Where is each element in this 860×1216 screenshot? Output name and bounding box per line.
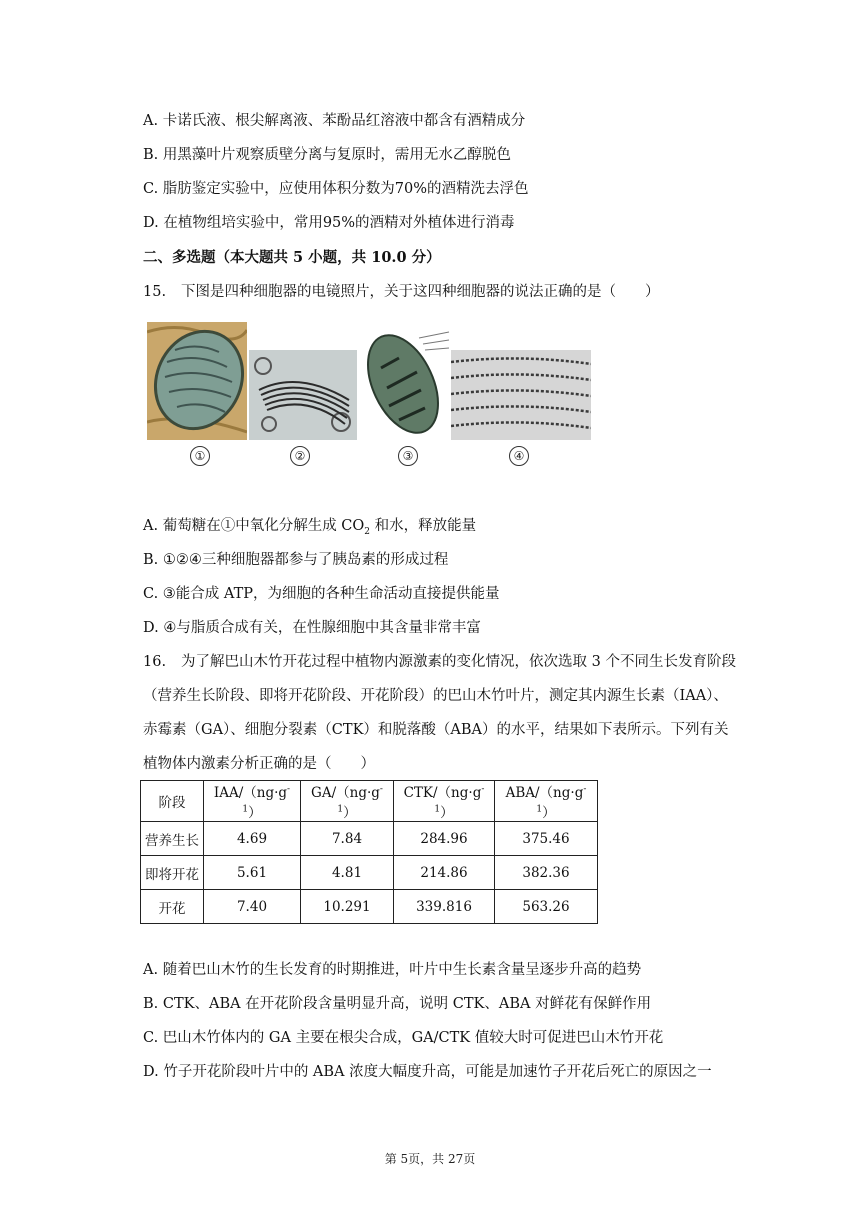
header-iaa-text: IAA/（ng·g [213, 785, 288, 801]
table-cell: 214.86 [394, 856, 495, 890]
table-cell: 382.36 [495, 856, 598, 890]
header-ga-text: GA/（ng·g [311, 785, 380, 801]
header-ctk-sup: -1 [434, 784, 485, 815]
table-cell: 7.40 [204, 890, 301, 924]
q16-stem-line-3: 赤霉素（GA）、细胞分裂素（CTK）和脱落酸（ABA）的水平，结果如下表所示。下列有关 [143, 722, 729, 738]
header-iaa-close: ） [248, 805, 262, 821]
table-header-ctk [394, 781, 495, 822]
table-cell: 7.84 [301, 822, 394, 856]
chloroplast-micrograph [359, 328, 451, 440]
q15-option-a-subscript: 2 [364, 526, 371, 537]
table-header-aba [495, 781, 598, 822]
header-aba-close: ） [542, 805, 556, 821]
table-row [141, 856, 598, 890]
prev-option-d: D. 在植物组培实验中，常用95%的酒精对外植体进行消毒 [143, 215, 515, 231]
table-cell: 营养生长 [141, 822, 204, 856]
q16-number: 16. [143, 654, 167, 670]
q15-option-b: B. ①②④三种细胞器都参与了胰岛素的形成过程 [143, 552, 449, 568]
table-cell: 563.26 [495, 890, 598, 924]
organelle-figure [145, 322, 595, 468]
table-cell: 5.61 [204, 856, 301, 890]
table-cell: 10.291 [301, 890, 394, 924]
q15-stem-line [143, 282, 660, 302]
section-heading: 二、多选题（本大题共 5 小题，共 10.0 分） [143, 249, 441, 266]
table-row [141, 822, 598, 856]
table-header-ga [301, 781, 394, 822]
q16-option-c: C. 巴山木竹体内的 GA 主要在根尖合成，GA/CTK 值较大时可促进巴山木竹开花 [143, 1030, 664, 1046]
prev-option-a: A. 卡诺氏液、根尖解离液、苯酚品红溶液中都含有酒精成分 [143, 113, 526, 129]
golgi-micrograph [249, 350, 357, 440]
header-ctk-close: ） [440, 805, 454, 821]
table-cell: 339.816 [394, 890, 495, 924]
header-aba-text: ABA/（ng·g [505, 785, 584, 801]
table-cell: 375.46 [495, 822, 598, 856]
table-header-row [141, 781, 598, 822]
figure-label-4: ④ [509, 446, 529, 466]
header-aba-sup: -1 [536, 784, 587, 815]
q16-option-b: B. CTK、ABA 在开花阶段含量明显升高，说明 CTK、ABA 对鲜花有保鲜作用 [143, 996, 652, 1012]
header-ga-close: ） [343, 805, 357, 821]
hormone-table [140, 780, 598, 924]
table-cell: 即将开花 [141, 856, 204, 890]
q15-option-a [143, 516, 476, 542]
q16-stem-line-1 [143, 652, 736, 672]
table-header-stage: 阶段 [141, 781, 204, 822]
mitochondrion-micrograph [147, 322, 247, 440]
q16-option-a: A. 随着巴山木竹的生长发育的时期推进，叶片中生长素含量呈逐步升高的趋势 [143, 962, 642, 978]
header-iaa-sup: -1 [242, 784, 291, 815]
q15-option-d: D. ④与脂质合成有关，在性腺细胞中其含量非常丰富 [143, 620, 481, 636]
table-row [141, 890, 598, 924]
prev-option-c: C. 脂肪鉴定实验中，应使用体积分数为70%的酒精洗去浮色 [143, 181, 529, 197]
q16-stem-text-1: 为了解巴山木竹开花过程中植物内源激素的变化情况，依次选取 3 个不同生长发育阶段 [181, 654, 736, 670]
q15-option-c: C. ③能合成 ATP，为细胞的各种生命活动直接提供能量 [143, 586, 500, 602]
table-cell: 284.96 [394, 822, 495, 856]
page-footer: 第 5页，共 27页 [384, 1152, 476, 1166]
table-header-iaa [204, 781, 301, 822]
q15-option-a-text-end: 和水，释放能量 [370, 518, 477, 534]
table-cell: 4.69 [204, 822, 301, 856]
header-ga-sup: -1 [337, 784, 383, 815]
figure-label-3: ③ [398, 446, 418, 466]
q15-stem: 下图是四种细胞器的电镜照片，关于这四种细胞器的说法正确的是（ ） [181, 284, 660, 300]
figure-label-2: ② [290, 446, 310, 466]
q15-number: 15. [143, 284, 167, 300]
table-cell: 4.81 [301, 856, 394, 890]
er-micrograph [451, 350, 591, 440]
q16-option-d: D. 竹子开花阶段叶片中的 ABA 浓度大幅度升高，可能是加速竹子开花后死亡的原因之一 [143, 1064, 712, 1080]
q16-stem-line-2: （营养生长阶段、即将开花阶段、开花阶段）的巴山木竹叶片，测定其内源生长素（IAA）、 [143, 688, 728, 704]
figure-label-1: ① [190, 446, 210, 466]
table-cell: 开花 [141, 890, 204, 924]
q16-stem-line-4: 植物体内激素分析正确的是（ ） [143, 756, 375, 772]
header-ctk-text: CTK/（ng·g [403, 785, 482, 801]
q15-option-a-text: A. 葡萄糖在①中氧化分解生成 CO [143, 518, 365, 534]
prev-option-b: B. 用黑藻叶片观察质壁分离与复原时，需用无水乙醇脱色 [143, 147, 511, 163]
